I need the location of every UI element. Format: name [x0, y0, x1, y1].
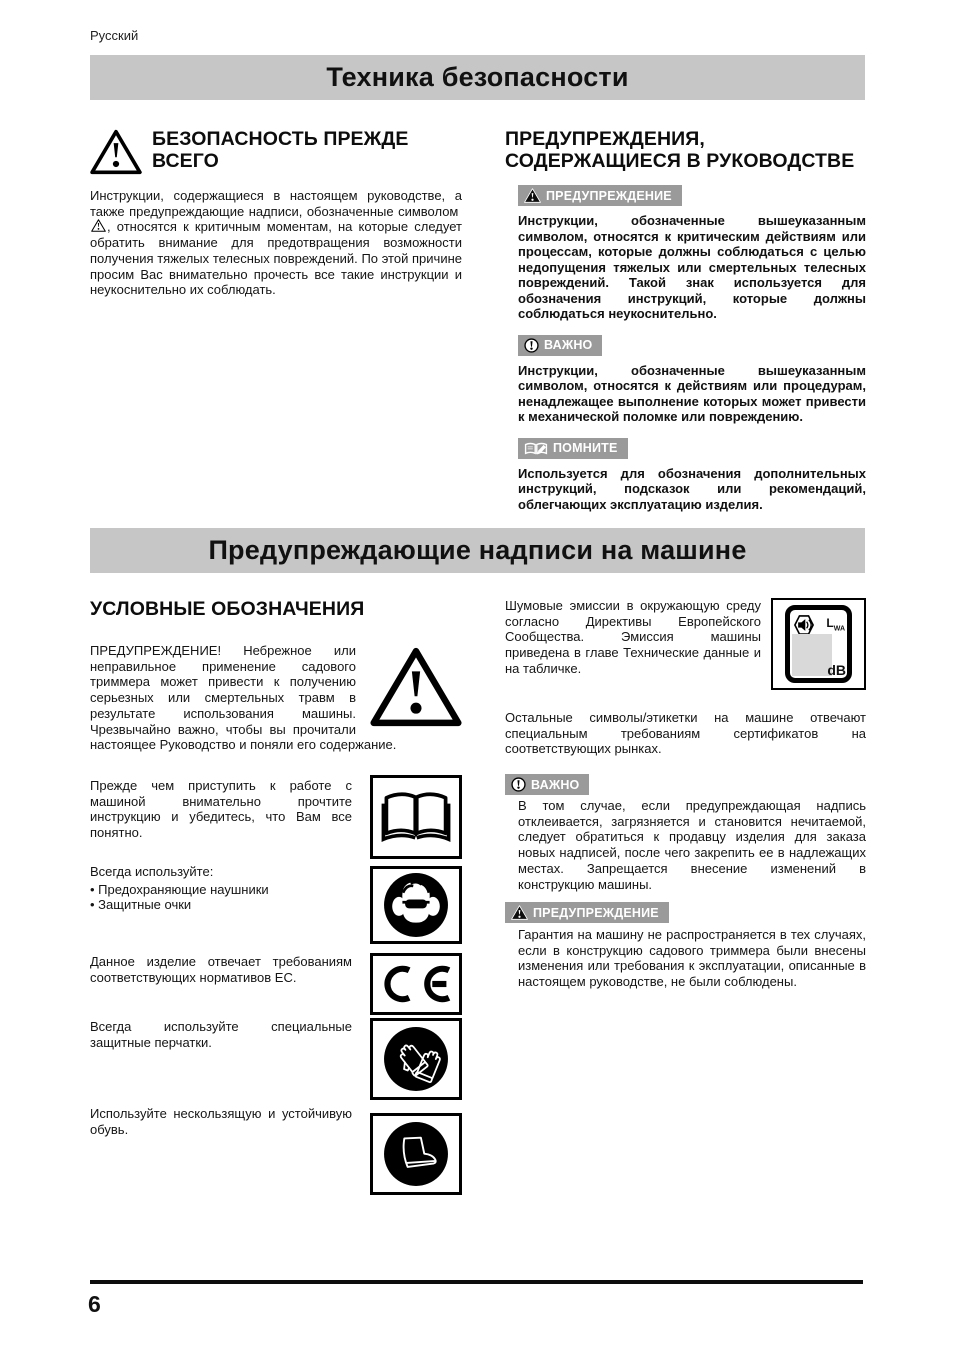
protective-gloves-icon	[382, 1025, 450, 1093]
warning-label-text: ПРЕДУПРЕЖДЕНИЕ	[546, 188, 672, 203]
warning-triangle-icon	[524, 188, 541, 203]
ce-mark-icon	[378, 965, 454, 1003]
manual-warnings-section	[505, 128, 866, 525]
banner-title: Техника безопасности	[326, 62, 629, 92]
safety-first-section	[90, 128, 462, 298]
page-number: 6	[88, 1291, 101, 1317]
symbol-row-read-manual	[90, 775, 462, 841]
symbols-section	[90, 598, 462, 1238]
symbol-text: Используйте нескользящую и устойчивую обувь.	[90, 1106, 352, 1137]
noise-emission-icon	[771, 598, 866, 690]
important-text: В том случае, если предупреждающая надпись отклеивается, загрязняется и становится нечитаемой, следует обратиться к продавцу изделия для заказа новых надписей, после чего закрепить ее в надлежащих местах. Запрещается внесение изменений в конструкцию машины.	[518, 798, 866, 892]
remember-block	[518, 438, 866, 513]
machine-labels-right-column	[505, 598, 866, 1238]
important-label	[518, 335, 602, 356]
safety-first-heading	[152, 128, 409, 172]
read-manual-icon	[379, 786, 453, 848]
warning-label	[518, 185, 682, 206]
warning-triangle-icon	[90, 129, 142, 175]
language-label: Русский	[90, 28, 139, 43]
book-note-icon	[524, 441, 548, 456]
remember-label-text: ПОМНИТЕ	[553, 441, 618, 455]
warning-label-text: ПРЕДУПРЕЖДЕНИЕ	[533, 905, 659, 920]
heading-line: БЕЗОПАСНОСТЬ ПРЕЖДЕ	[152, 128, 409, 150]
symbol-row-ce	[90, 951, 462, 985]
warning-triangle-inline-icon	[91, 219, 106, 232]
db-text: dB	[827, 662, 846, 678]
important-label-text: ВАЖНО	[544, 338, 593, 352]
banner-title: Предупреждающие надписи на машине	[208, 535, 747, 565]
symbols-heading: УСЛОВНЫЕ ОБОЗНАЧЕНИЯ	[90, 598, 365, 620]
symbol-text: Прежде чем приступить к работе с машиной внимательно прочтите инструкцию и убедитесь, что Вам все понятно.	[90, 778, 352, 841]
noise-label-plate	[785, 605, 852, 683]
symbol-text: Данное изделие отвечает требованиям соответствующих нормативов ЕС.	[90, 954, 352, 985]
heading-line: ВСЕГО	[152, 150, 219, 172]
symbol-text: Всегда используйте специальные защитные перчатки.	[90, 1019, 352, 1050]
pictogram-box	[370, 775, 462, 859]
important-block	[518, 335, 866, 425]
symbol-row-gloves	[90, 1016, 462, 1050]
section-banner-safety	[90, 55, 865, 100]
safety-first-paragraph	[90, 188, 462, 298]
other-symbols-paragraph: Остальные символы/этикетки на машине отвечают специальным требованиям сертификатов на соответствующих рынках.	[505, 710, 866, 757]
exclamation-circle-icon	[524, 338, 539, 353]
noise-emission-row	[505, 598, 866, 677]
value-placeholder	[792, 634, 832, 676]
pictogram-box	[370, 1018, 462, 1100]
pictogram-box	[370, 953, 462, 1015]
symbol-row-ear-protection	[90, 864, 462, 913]
symbol-row-boots	[90, 1103, 462, 1137]
ear-protection-icon	[382, 871, 450, 939]
warning-text: Гарантия на машину не распространяется в тех случаях, если в конструкцию садового триммера были внесены изменения или требования к эксплуатации, описанные в настоящем руководстве, не были соблюдены.	[518, 927, 866, 990]
remember-text: Используется для обозначения дополнительных инструкций, подсказок или рекомендаций, облегчающих эксплуатацию изделия.	[518, 465, 866, 512]
bullet-item: • Защитные очки	[90, 897, 192, 913]
pictogram-box	[370, 1113, 462, 1195]
bullet-item: • Предохраняющие наушники	[90, 881, 269, 897]
warning-triangle-icon	[511, 905, 528, 920]
noise-paragraph: Шумовые эмиссии в окружающую среду согласно Директивы Европейского Сообщества. Эмиссия машины приведена в главе Технические данные и на табличке.	[505, 598, 761, 676]
pictogram-box	[370, 866, 462, 944]
warning-block	[518, 185, 866, 322]
warning-text: Инструкции, обозначенные вышеуказанным символом, относятся к критическим действиям или процессам, которые должны соблюдаться с целью недопущения тяжелых или смертельных телесных повреждений. Такой знак используется для обозначения инструкций, которые должны соблюдаться неукоснительно.	[518, 213, 866, 321]
warning-triangle-icon	[370, 643, 462, 731]
warning-label	[505, 902, 669, 923]
symbol-text: ПРЕДУПРЕЖДЕНИЕ! Небрежное или неправильное применение садового триммера может привести к получению серьезных или смертельных травм в результате использования машины. Чрезвычайно важно, чтобы вы прочитали настоящее Руководство и поняли его содержание.	[90, 643, 397, 753]
paragraph-text: Инструкции, содержащиеся в настоящем руководстве, а также предупреждающие надписи, обозначенные символом	[90, 188, 462, 219]
remember-label	[518, 438, 628, 459]
manual-warnings-heading: ПРЕДУПРЕЖДЕНИЯ, СОДЕРЖАЩИЕСЯ В РУКОВОДСТВЕ	[505, 128, 855, 172]
symbol-row-warning	[90, 643, 462, 753]
important-label	[505, 774, 589, 795]
protective-boots-icon	[382, 1120, 450, 1188]
lwa-text: $L_{WA}$	[826, 616, 845, 633]
paragraph-text: , относятся к критичным моментам, на которые следует обратить внимание для предотвращения возможности получения тяжелых телесных повреждений. По этой причине просим Вас внимательно прочесть все такие инструкции и неукоснительно их соблюдать.	[90, 219, 462, 298]
section-banner-machine-labels	[90, 528, 865, 573]
important-label-text: ВАЖНО	[531, 777, 580, 792]
symbol-text: Всегда используйте:	[90, 864, 214, 879]
footer-rule	[90, 1280, 863, 1284]
exclamation-circle-icon	[511, 777, 526, 792]
important-text: Инструкции, обозначенные вышеуказанным символом, относятся к действиям или процедурам, ненадлежащее выполнение которых может привести к механической поломке или повреждению.	[518, 362, 866, 424]
